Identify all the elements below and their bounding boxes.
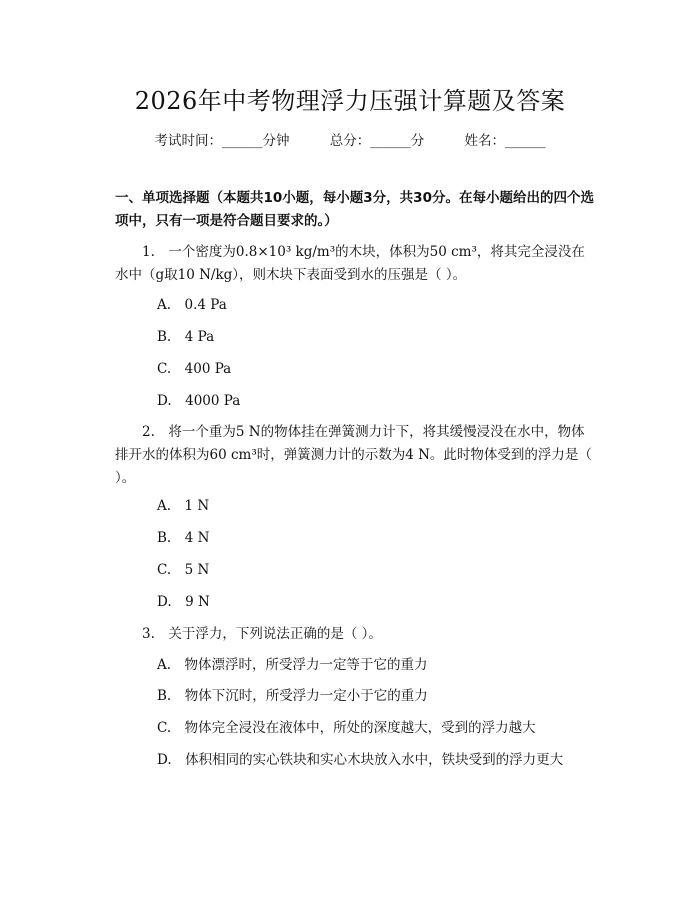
section-heading: 一、单项选择题（本题共10小题，每小题3分，共30分。在每小题给出的四个选项中，只有一项是符合题目要求的。） (115, 190, 594, 229)
exam-time-field: 考试时间：______分钟 (154, 133, 290, 149)
question-3-option-a: A. 物体漂浮时，所受浮力一定等于它的重力 (157, 657, 428, 673)
question-2-option-b: B. 4 N (157, 530, 210, 546)
question-2-text: 2. 将一个重为5 N的物体挂在弹簧测力计下，将其缓慢浸没在水中，物体排开水的体积为60 cm³时，弹簧测力计的示数为4 N。此时物体受到的浮力是（ ）。 (115, 424, 592, 486)
question-2-option-a: A. 1 N (157, 498, 210, 514)
question-1-option-a: A. 0.4 Pa (157, 297, 227, 313)
exam-info-line (0, 131, 700, 151)
question-3-option-c: C. 物体完全浸没在液体中，所处的深度越大，受到的浮力越大 (157, 720, 536, 736)
student-name-field: 姓名：______ (464, 133, 546, 149)
total-score-field: 总分：______分 (329, 133, 425, 149)
question-1-option-c: C. 400 Pa (157, 361, 232, 377)
question-3-option-b: B. 物体下沉时，所受浮力一定小于它的重力 (157, 688, 428, 704)
question-1-option-b: B. 4 Pa (157, 329, 215, 345)
question-2-option-c: C. 5 N (157, 562, 210, 578)
question-2-option-d: D. 9 N (157, 594, 210, 610)
question-1-option-d: D. 4000 Pa (157, 393, 241, 409)
question-1-text: 1. 一个密度为0.8×10³ kg/m³的木块，体积为50 cm³，将其完全浸没在水中（g取10 N/kg），则木块下表面受到水的压强是（ ）。 (115, 244, 585, 283)
question-3-option-d: D. 体积相同的实心铁块和实心木块放入水中，铁块受到的浮力更大 (157, 752, 564, 768)
document-title: 2026年中考物理浮力压强计算题及答案 (134, 87, 566, 115)
question-3-text: 3. 关于浮力，下列说法正确的是（ ）。 (142, 626, 382, 642)
